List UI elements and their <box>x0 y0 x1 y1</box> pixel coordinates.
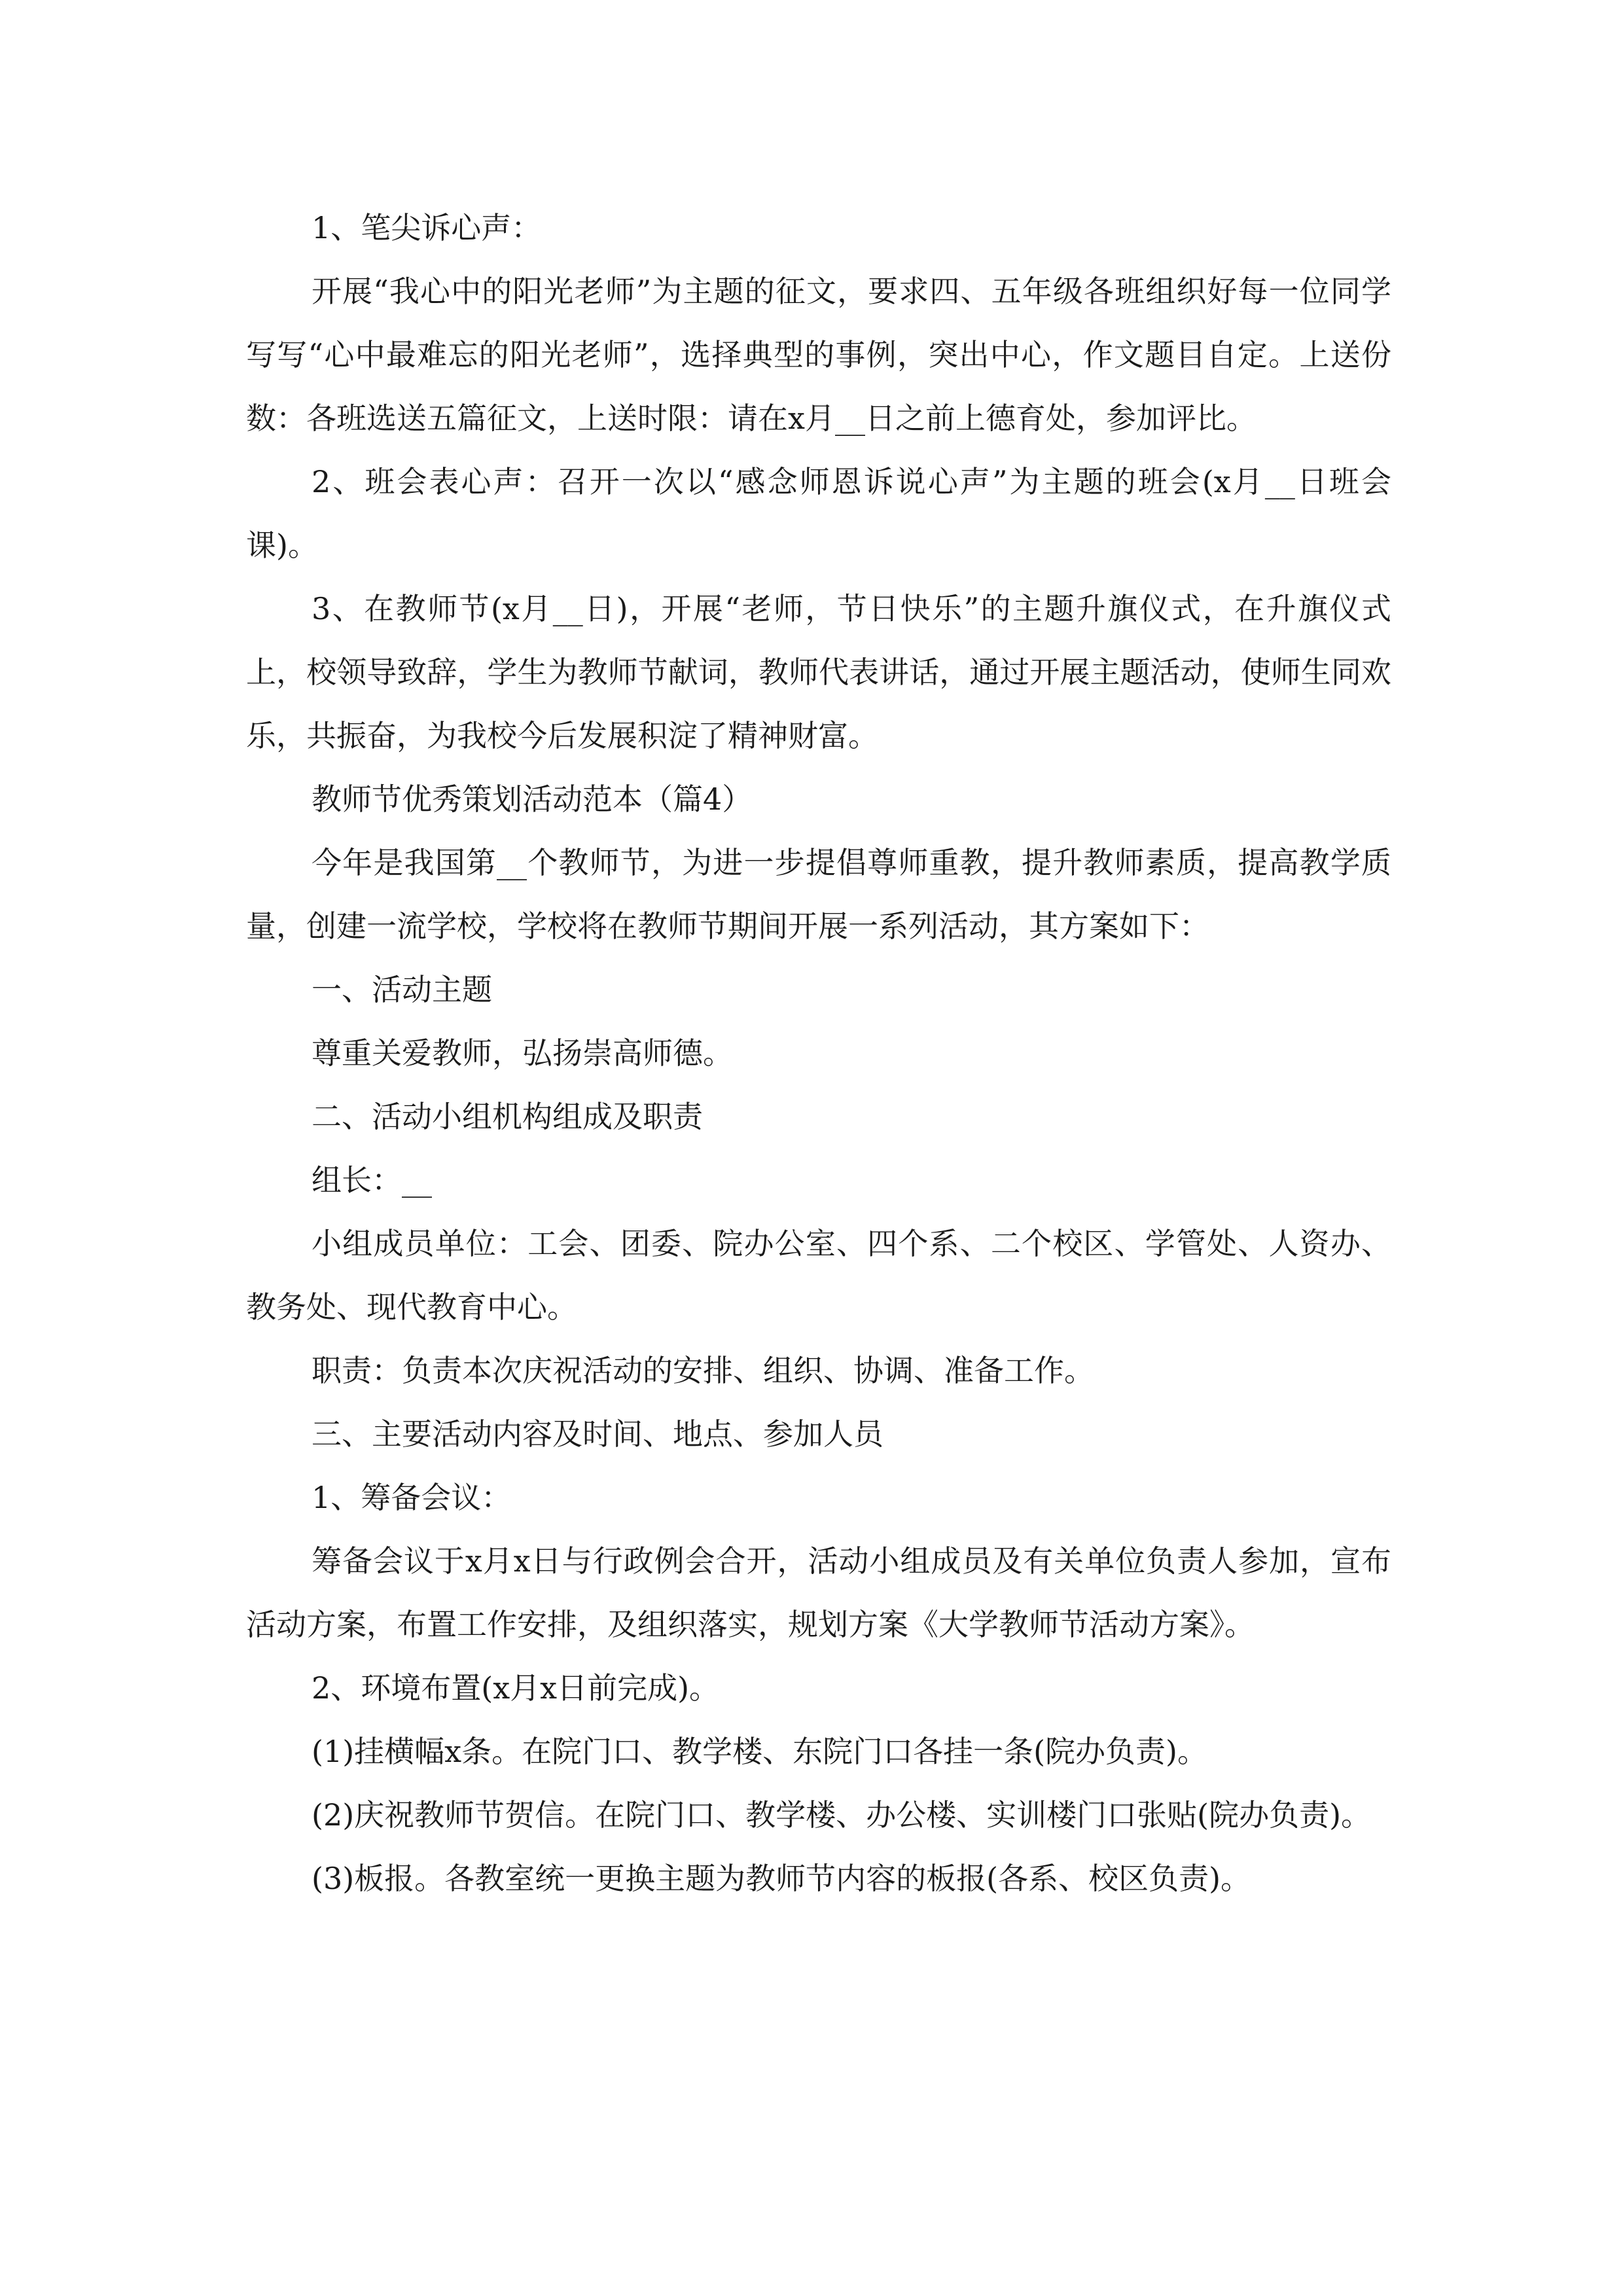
paragraph: 1、笔尖诉心声： <box>312 210 542 245</box>
paragraph: 筹备会议于x月x日与行政例会合开，活动小组成员及有关单位负责人参加，宣布活动方案，布置工作安排，及组织落实，规划方案《大学教师节活动方案》。 <box>246 1543 1391 1642</box>
paragraph: 3、在教师节(x月__日)，开展“老师，节日快乐”的主题升旗仪式，在升旗仪式上，校领导致辞，学生为教师节献词，教师代表讲话，通过开展主题活动，使师生同欢乐，共振奋，为我校今后发展积淀了精神财富。 <box>246 591 1391 753</box>
paragraph: 一、活动主题 <box>312 972 492 1007</box>
paragraph: 今年是我国第__个教师节，为进一步提倡尊师重教，提升教师素质，提高教学质量，创建一流学校，学校将在教师节期间开展一系列活动，其方案如下： <box>246 845 1391 944</box>
paragraph: (2)庆祝教师节贺信。在院门口、教学楼、办公楼、实训楼门口张贴(院办负责)。 <box>312 1797 1372 1833</box>
document-body <box>246 196 1391 1910</box>
section-heading: 教师节优秀策划活动范本（篇4） <box>312 781 753 817</box>
paragraph: (3)板报。各教室统一更换主题为教师节内容的板报(各系、校区负责)。 <box>312 1861 1251 1896</box>
paragraph: 职责：负责本次庆祝活动的安排、组织、协调、准备工作。 <box>312 1353 1094 1388</box>
paragraph: (1)挂横幅x条。在院门口、教学楼、东院门口各挂一条(院办负责)。 <box>312 1734 1207 1769</box>
paragraph: 三、主要活动内容及时间、地点、参加人员 <box>312 1416 883 1452</box>
paragraph: 尊重关爱教师，弘扬崇高师德。 <box>312 1035 733 1071</box>
paragraph: 小组成员单位：工会、团委、院办公室、四个系、二个校区、学管处、人资办、教务处、现代教育中心。 <box>246 1226 1391 1325</box>
paragraph: 组长：__ <box>312 1162 432 1198</box>
paragraph: 开展“我心中的阳光老师”为主题的征文，要求四、五年级各班组织好每一位同学写写“心中最难忘的阳光老师”，选择典型的事例，突出中心，作文题目自定。上送份数：各班选送五篇征文，上送时限：请在x月__日之前上德育处，参加评比。 <box>246 274 1391 436</box>
paragraph: 2、环境布置(x月x日前完成)。 <box>312 1670 720 1706</box>
paragraph: 2、班会表心声：召开一次以“感念师恩诉说心声”为主题的班会(x月__日班会课)。 <box>246 464 1391 563</box>
paragraph: 二、活动小组机构组成及职责 <box>312 1099 703 1134</box>
paragraph: 1、筹备会议： <box>312 1480 512 1515</box>
